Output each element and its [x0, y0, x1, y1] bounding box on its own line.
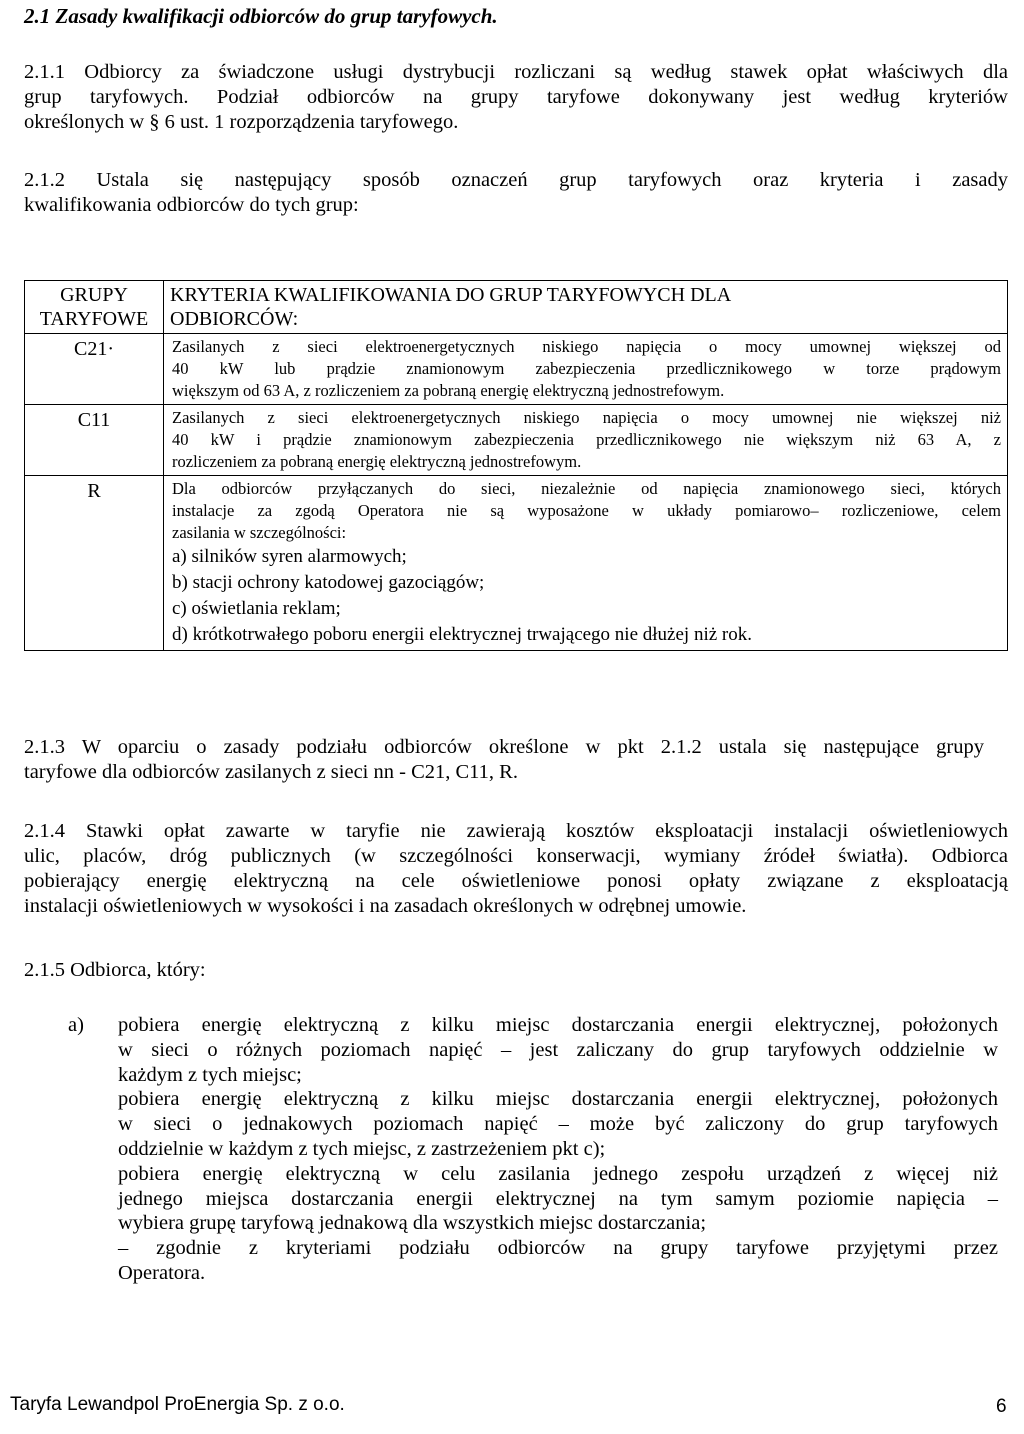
text-line: 2.1.3 W oparciu o zasady podziału odbiorców określone w pkt 2.1.2 ustala się następujące grupy	[24, 736, 984, 758]
tariff-groups-table	[24, 280, 1008, 651]
list-line: pobiera energię elektryczną z kilku miejsc dostarczania energii elektrycznej, położonych	[118, 1014, 998, 1036]
text-line: taryfowe dla odbiorców zasilanych z sieci nn - C21, C11, R.	[24, 761, 518, 783]
criteria-cell	[164, 476, 1008, 651]
list-item: c) oświetlania reklam;	[172, 598, 341, 619]
header-criteria-cell	[164, 281, 1008, 334]
criteria-line: zasilania w szczególności:	[172, 523, 347, 542]
list-item: b) stacji ochrony katodowej gazociągów;	[172, 572, 485, 593]
group-code-cell: C21·	[25, 334, 164, 405]
criteria-line: Dla odbiorców przyłączanych do sieci, niezależnie od napięcia znamionowego sieci, których	[172, 479, 1001, 498]
list-line: – zgodnie z kryteriami podziału odbiorców na grupy taryfowe przyjętymi przez	[118, 1237, 998, 1260]
paragraph-2-1-2	[24, 168, 1008, 218]
paragraph-2-1-1	[24, 60, 1008, 135]
list-item: d) krótkotrwałego poboru energii elektrycznej trwającego nie dłużej niż rok.	[172, 624, 752, 645]
text-line: kwalifikowania odbiorców do tych grup:	[24, 194, 359, 216]
criteria-line: 40 kW i prądzie znamionowym zabezpieczenia przedlicznikowego nie większym niż 63 A, z	[172, 430, 1001, 449]
page-number: 6	[996, 1396, 1007, 1417]
criteria-line: rozliczeniem za pobraną energię elektryczną jednostrefowym.	[172, 452, 582, 471]
criteria-cell	[164, 405, 1008, 476]
list-line: każdym z tych miejsc;	[118, 1063, 302, 1086]
list-line: jednego miejsca dostarczania energii elektrycznej na tym samym poziomie napięcia –	[118, 1187, 998, 1210]
text-line: określonych w § 6 ust. 1 rozporządzenia taryfowego.	[24, 111, 459, 133]
criteria-cell	[164, 334, 1008, 405]
paragraph-2-1-4	[24, 819, 1008, 919]
header-text: TARYFOWE	[39, 308, 149, 330]
text-line: 2.1.4 Stawki opłat zawarte w taryfie nie zawierają kosztów eksploatacji instalacji oświetleniowych	[24, 820, 1008, 842]
criteria-line: 40 kW lub prądzie znamionowym zabezpieczenia przedlicznikowego w torze prądowym	[172, 359, 1001, 378]
list-line: pobiera energię elektryczną w celu zasilania jednego zespołu urządzeń z więcej niż	[118, 1162, 998, 1185]
section-heading: 2.1 Zasady kwalifikacji odbiorców do grup taryfowych.	[24, 4, 498, 28]
text-line: instalacji oświetleniowych w wysokości i na zasadach określonych w odrębnej umowie.	[24, 895, 747, 917]
paragraph-2-1-3	[24, 735, 984, 785]
list-body	[118, 1013, 998, 1286]
text-line: 2.1.1 Odbiorcy za świadczone usługi dystrybucji rozliczani są według stawek opłat właściwych dla	[24, 61, 1008, 83]
text-line: pobierający energię elektryczną na cele oświetleniowe ponosi opłaty związane z eksploatacją	[24, 870, 1008, 892]
header-text: KRYTERIA KWALIFIKOWANIA DO GRUP TARYFOWYCH DLA	[170, 284, 732, 306]
criteria-line: Zasilanych z sieci elektroenergetycznych niskiego napięcia o mocy umownej większej od	[172, 337, 1001, 356]
list-item: a) silników syren alarmowych;	[172, 546, 407, 567]
text-line: 2.1.2 Ustala się następujący sposób oznaczeń grup taryfowych oraz kryteria i zasady	[24, 169, 1008, 191]
list-line: oddzielnie w każdym z tych miejsc, z zastrzeżeniem pkt c);	[118, 1137, 606, 1160]
group-code-cell: C11	[25, 405, 164, 476]
header-groups-cell	[25, 281, 164, 334]
header-text: ODBIORCÓW:	[170, 308, 299, 330]
list-line: w sieci o różnych poziomach napięć – jest zaliczany do grup taryfowych oddzielnie w	[118, 1038, 998, 1061]
table-row	[25, 476, 1008, 651]
list-line: pobiera energię elektryczną z kilku miejsc dostarczania energii elektrycznej, położonych	[118, 1088, 998, 1111]
text-line: grup taryfowych. Podział odbiorców na grupy taryfowe dokonywany jest według kryteriów	[24, 86, 1008, 108]
paragraph-2-1-5: 2.1.5 Odbiorca, który:	[24, 959, 206, 981]
table-header-row	[25, 281, 1008, 334]
table-row	[25, 405, 1008, 476]
criteria-line: Zasilanych z sieci elektroenergetycznych niskiego napięcia o mocy umownej nie większej niż	[172, 408, 1001, 427]
list-marker: a)	[68, 1014, 84, 1036]
text-line: ulic, placów, dróg publicznych (w szczególności konserwacji, wymiany źródeł światła). Odbiorca	[24, 845, 1008, 867]
list-line: wybiera grupę taryfową jednakową dla wszystkich miejsc dostarczania;	[118, 1212, 707, 1235]
footer-company-name: Taryfa Lewandpol ProEnergia Sp. z o.o.	[10, 1394, 345, 1415]
list-line: w sieci o jednakowych poziomach napięć – może być zaliczony do grup taryfowych	[118, 1113, 998, 1136]
criteria-line: instalacje za zgodą Operatora nie są wyposażone w układy pomiarowo– rozliczeniowe, celem	[172, 501, 1001, 520]
table-row	[25, 334, 1008, 405]
header-text: GRUPY	[60, 284, 128, 306]
criteria-line: większym od 63 A, z rozliczeniem za pobraną energię elektryczną jednostrefowym.	[172, 381, 725, 400]
recipient-rules-list	[68, 1013, 998, 1286]
criteria-list	[172, 544, 1001, 648]
list-line: Operatora.	[118, 1261, 206, 1284]
group-code-cell: R	[25, 476, 164, 651]
